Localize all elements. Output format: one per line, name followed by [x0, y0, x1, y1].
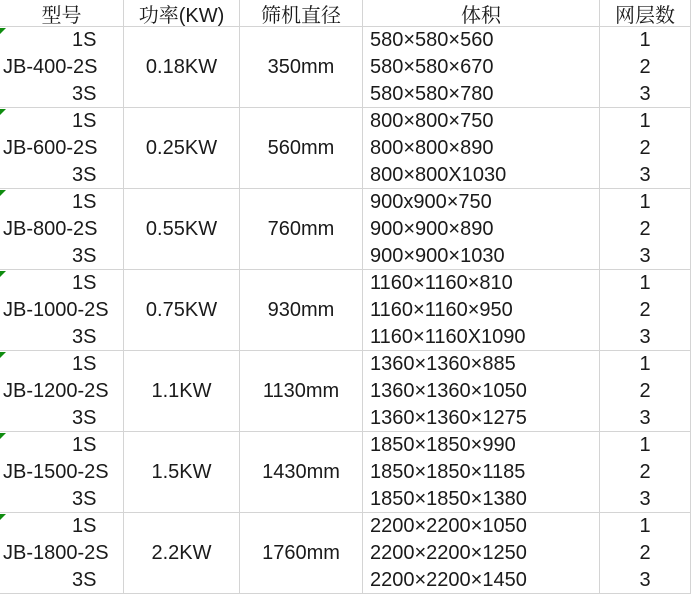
volume-value: 1850×1850×1185 [370, 461, 526, 483]
table-row [0, 189, 693, 270]
diameter-value: 350mm [267, 55, 335, 78]
volume-value: 1160×1160×950 [370, 299, 513, 321]
table-row [0, 351, 693, 432]
layer-count: 1 [639, 353, 651, 375]
model-cell[interactable] [0, 108, 124, 189]
table-row [0, 513, 693, 594]
diameter-cell[interactable] [240, 108, 363, 189]
excel-error-indicator-icon [0, 190, 6, 196]
variant-label-top: 1S [72, 29, 97, 51]
layers-cell[interactable] [600, 189, 691, 270]
layer-count: 3 [639, 245, 651, 267]
layer-count: 3 [639, 326, 651, 348]
diameter-cell[interactable] [240, 27, 363, 108]
layer-count: 3 [639, 83, 651, 105]
table-row [0, 108, 693, 189]
layer-count: 1 [639, 29, 651, 51]
volume-value: 800×800×890 [370, 137, 494, 159]
model-name: JB-1800-2S [3, 542, 109, 564]
model-name: JB-800-2S [3, 218, 98, 240]
diameter-value: 760mm [267, 217, 335, 240]
model-name: JB-1000-2S [3, 299, 109, 321]
layers-cell[interactable] [600, 270, 691, 351]
layers-cell[interactable] [600, 432, 691, 513]
variant-label-bottom: 3S [72, 569, 97, 591]
power-cell[interactable] [124, 270, 240, 351]
power-cell[interactable] [124, 27, 240, 108]
power-cell[interactable] [124, 513, 240, 594]
model-name: JB-400-2S [3, 56, 98, 78]
excel-error-indicator-icon [0, 109, 6, 115]
variant-label-top: 1S [72, 515, 97, 537]
volume-value: 900×900×890 [370, 218, 494, 240]
volume-value: 800×800X1030 [370, 164, 507, 186]
volume-cell[interactable] [363, 27, 600, 108]
power-value: 0.55KW [145, 217, 218, 240]
layer-count: 2 [639, 299, 651, 321]
power-cell[interactable] [124, 351, 240, 432]
variant-label-top: 1S [72, 110, 97, 132]
layer-count: 3 [639, 164, 651, 186]
diameter-cell[interactable] [240, 513, 363, 594]
volume-cell[interactable] [363, 432, 600, 513]
model-name: JB-1200-2S [3, 380, 109, 402]
layer-count: 2 [639, 56, 651, 78]
power-cell[interactable] [124, 189, 240, 270]
power-cell[interactable] [124, 108, 240, 189]
power-value: 1.1KW [151, 379, 212, 402]
volume-cell[interactable] [363, 108, 600, 189]
volume-value: 1360×1360×1275 [370, 407, 527, 429]
power-value: 0.75KW [145, 298, 218, 321]
table-row [0, 27, 693, 108]
layer-count: 3 [639, 488, 651, 510]
diameter-value: 1130mm [262, 379, 340, 402]
excel-error-indicator-icon [0, 28, 6, 34]
layer-count: 3 [639, 569, 651, 591]
volume-cell[interactable] [363, 189, 600, 270]
diameter-value: 560mm [267, 136, 335, 159]
model-cell[interactable] [0, 27, 124, 108]
model-name: JB-600-2S [3, 137, 98, 159]
variant-label-bottom: 3S [72, 83, 97, 105]
diameter-cell[interactable] [240, 351, 363, 432]
variant-label-top: 1S [72, 434, 97, 456]
layer-count: 1 [639, 434, 651, 456]
diameter-value: 930mm [267, 298, 335, 321]
table-row [0, 270, 693, 351]
variant-label-top: 1S [72, 272, 97, 294]
layers-cell[interactable] [600, 27, 691, 108]
variant-label-top: 1S [72, 191, 97, 213]
excel-error-indicator-icon [0, 514, 6, 520]
table-row [0, 432, 693, 513]
volume-value: 580×580×560 [370, 29, 494, 51]
power-cell[interactable] [124, 432, 240, 513]
layer-count: 1 [639, 272, 651, 294]
variant-label-bottom: 3S [72, 245, 97, 267]
excel-error-indicator-icon [0, 433, 6, 439]
diameter-value: 1760mm [262, 541, 340, 564]
volume-value: 2200×2200×1450 [370, 569, 527, 591]
volume-value: 800×800×750 [370, 110, 494, 132]
volume-value: 900x900×750 [370, 191, 492, 213]
volume-value: 2200×2200×1050 [370, 515, 527, 537]
layer-count: 1 [639, 110, 651, 132]
diameter-cell[interactable] [240, 270, 363, 351]
layer-count: 2 [639, 461, 651, 483]
volume-value: 580×580×670 [370, 56, 494, 78]
volume-cell[interactable] [363, 270, 600, 351]
power-value: 1.5KW [151, 460, 212, 483]
diameter-value: 1430mm [262, 460, 340, 483]
volume-cell[interactable] [363, 351, 600, 432]
header-power[interactable]: 功率(KW) [124, 0, 240, 27]
variant-label-bottom: 3S [72, 164, 97, 186]
model-cell[interactable] [0, 432, 124, 513]
excel-error-indicator-icon [0, 271, 6, 277]
diameter-cell[interactable] [240, 189, 363, 270]
layer-count: 2 [639, 380, 651, 402]
volume-value: 580×580×780 [370, 83, 494, 105]
variant-label-bottom: 3S [72, 326, 97, 348]
layers-cell[interactable] [600, 108, 691, 189]
layer-count: 1 [639, 515, 651, 537]
layer-count: 2 [639, 137, 651, 159]
model-cell[interactable] [0, 189, 124, 270]
volume-value: 2200×2200×1250 [370, 542, 527, 564]
model-cell[interactable] [0, 270, 124, 351]
table-body [0, 27, 693, 594]
power-value: 0.18KW [145, 55, 218, 78]
header-diameter[interactable]: 筛机直径 [240, 0, 363, 27]
header-layers[interactable]: 网层数 [600, 0, 691, 27]
volume-cell[interactable] [363, 513, 600, 594]
excel-error-indicator-icon [0, 352, 6, 358]
volume-value: 1160×1160X1090 [370, 326, 526, 348]
model-cell[interactable] [0, 351, 124, 432]
layers-cell[interactable] [600, 351, 691, 432]
volume-value: 1360×1360×1050 [370, 380, 527, 402]
layer-count: 2 [639, 542, 651, 564]
layer-count: 1 [639, 191, 651, 213]
volume-value: 1850×1850×990 [370, 434, 516, 456]
volume-value: 1360×1360×885 [370, 353, 516, 375]
diameter-cell[interactable] [240, 432, 363, 513]
layer-count: 2 [639, 218, 651, 240]
power-value: 0.25KW [145, 136, 218, 159]
model-name: JB-1500-2S [3, 461, 109, 483]
volume-value: 1160×1160×810 [370, 272, 513, 294]
model-cell[interactable] [0, 513, 124, 594]
header-volume[interactable]: 体积 [363, 0, 600, 27]
variant-label-top: 1S [72, 353, 97, 375]
layers-cell[interactable] [600, 513, 691, 594]
volume-value: 900×900×1030 [370, 245, 505, 267]
variant-label-bottom: 3S [72, 488, 97, 510]
volume-value: 1850×1850×1380 [370, 488, 527, 510]
header-row [0, 0, 693, 27]
header-model[interactable]: 型号 [0, 0, 124, 27]
variant-label-bottom: 3S [72, 407, 97, 429]
power-value: 2.2KW [151, 541, 212, 564]
layer-count: 3 [639, 407, 651, 429]
